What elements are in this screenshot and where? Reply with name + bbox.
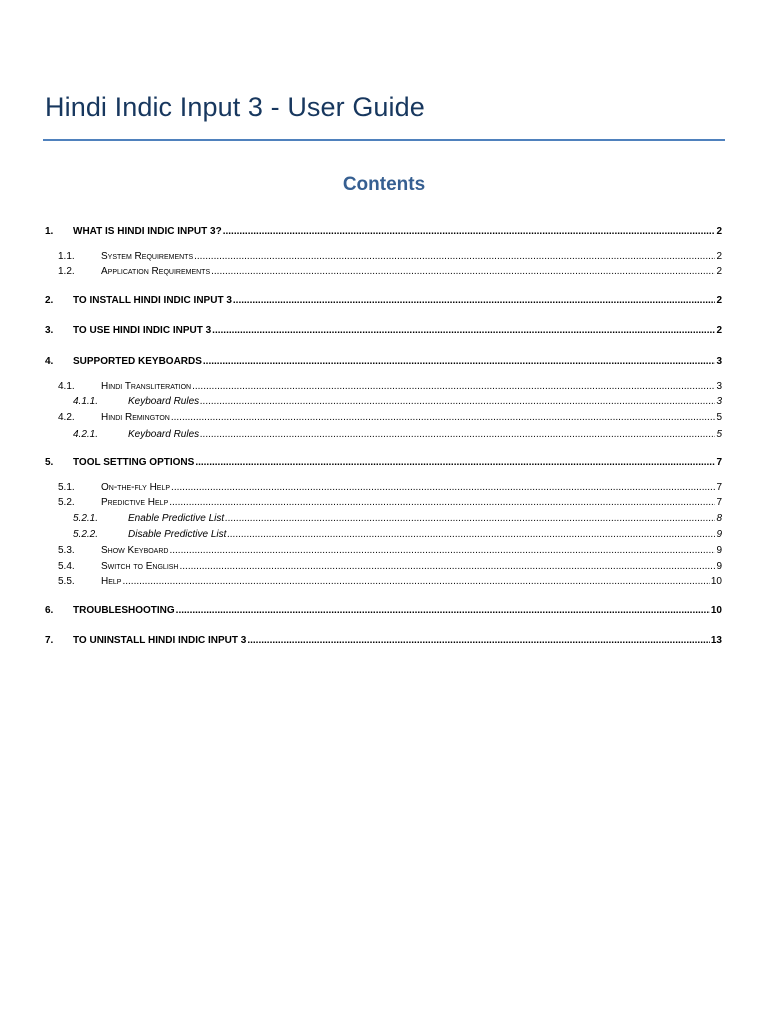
toc-entry-6[interactable]: [45, 602, 722, 616]
toc-page-number: 3: [716, 356, 722, 367]
toc-entry-number: 5.2.2.: [73, 529, 99, 540]
toc-page-number: 2: [716, 295, 722, 306]
toc-dot-leader: [200, 396, 715, 407]
toc-dot-leader: [194, 251, 715, 262]
toc-entry-5[interactable]: [45, 454, 722, 468]
toc-entry-5-2-1[interactable]: [73, 510, 722, 524]
toc-dot-leader: [227, 529, 715, 540]
toc-entry-number: 6.: [45, 605, 54, 616]
toc-dot-leader: [247, 635, 710, 646]
toc-entry-label: Predictive Help: [101, 497, 169, 508]
toc-entry-label: Switch to English: [101, 561, 179, 572]
toc-page-number: 5: [716, 412, 722, 423]
toc-entry-label: Hindi Transliteration: [101, 381, 192, 392]
toc-dot-leader: [233, 295, 716, 306]
toc-entry-label: Enable Predictive List: [128, 513, 225, 524]
toc-entry-1-1[interactable]: [58, 248, 722, 262]
toc-entry-5-2[interactable]: [58, 494, 722, 508]
toc-entry-number: 4.: [45, 356, 54, 367]
toc-entry-1-2[interactable]: [58, 263, 722, 277]
toc-entry-label: Help: [101, 576, 122, 587]
toc-dot-leader: [223, 226, 716, 237]
toc-entry-7[interactable]: [45, 632, 722, 646]
toc-dot-leader: [212, 325, 715, 336]
toc-dot-leader: [171, 412, 716, 423]
toc-entry-5-1[interactable]: [58, 479, 722, 493]
toc-entry-label: On-the-fly Help: [101, 482, 171, 493]
toc-entry-label: TO USE HINDI INDIC INPUT 3: [73, 325, 212, 336]
toc-entry-4-2[interactable]: [58, 409, 722, 423]
toc-entry-label: System Requirements: [101, 251, 194, 262]
toc-entry-number: 5.2.1.: [73, 513, 99, 524]
toc-entry-4-2-1[interactable]: [73, 426, 722, 440]
toc-entry-label: TO INSTALL HINDI INDIC INPUT 3: [73, 295, 232, 306]
toc-entry-label: SUPPORTED KEYBOARDS: [73, 356, 202, 367]
toc-page-number: 7: [716, 457, 722, 468]
toc-entry-number: 2.: [45, 295, 54, 306]
toc-entry-5-3[interactable]: [58, 542, 722, 556]
toc-dot-leader: [176, 605, 710, 616]
toc-page-number: 10: [710, 605, 722, 616]
toc-entry-number: 7.: [45, 635, 54, 646]
toc-entry-number: 3.: [45, 325, 54, 336]
toc-entry-2[interactable]: [45, 292, 722, 306]
toc-entry-label: TOOL SETTING OPTIONS: [73, 457, 195, 468]
toc-entry-number: 4.2.1.: [73, 429, 99, 440]
toc-entry-number: 5.4.: [58, 561, 75, 572]
toc-dot-leader: [180, 561, 716, 572]
toc-page-number: 3: [716, 381, 722, 392]
toc-entry-5-5[interactable]: [58, 573, 722, 587]
toc-dot-leader: [192, 381, 715, 392]
toc-page-number: 2: [716, 251, 722, 262]
toc-entry-number: 5.5.: [58, 576, 75, 587]
toc-entry-number: 5.: [45, 457, 54, 468]
toc-entry-number: 1.1.: [58, 251, 75, 262]
toc-dot-leader: [169, 497, 715, 508]
toc-dot-leader: [225, 513, 715, 524]
toc-page-number: 2: [716, 266, 722, 277]
toc-page-number: 10: [710, 576, 722, 587]
toc-entry-number: 5.3.: [58, 545, 75, 556]
toc-entry-label: Keyboard Rules: [128, 429, 200, 440]
toc-dot-leader: [203, 356, 716, 367]
toc-entry-4[interactable]: [45, 353, 722, 367]
toc-page-number: 13: [710, 635, 722, 646]
toc-entry-label: TROUBLESHOOTING: [73, 605, 175, 616]
toc-page-number: 2: [716, 226, 722, 237]
toc-entry-number: 4.1.1.: [73, 396, 99, 407]
toc-entry-label: Show Keyboard: [101, 545, 169, 556]
toc-entry-number: 5.2.: [58, 497, 75, 508]
toc-page-number: 7: [716, 482, 722, 493]
toc-page-number: 9: [716, 561, 722, 572]
toc-page-number: 5: [716, 429, 722, 440]
toc-entry-number: 4.1.: [58, 381, 75, 392]
toc-dot-leader: [122, 576, 709, 587]
toc-entry-label: Keyboard Rules: [128, 396, 200, 407]
toc-dot-leader: [171, 482, 715, 493]
toc-entry-5-2-2[interactable]: [73, 526, 722, 540]
toc-entry-4-1[interactable]: [58, 378, 722, 392]
toc-entry-4-1-1[interactable]: [73, 393, 722, 407]
toc-entry-label: Application Requirements: [101, 266, 211, 277]
toc-entry-number: 1.: [45, 226, 54, 237]
toc-dot-leader: [200, 429, 715, 440]
toc-page-number: 7: [716, 497, 722, 508]
toc-page-number: 2: [716, 325, 722, 336]
toc-entry-1[interactable]: [45, 223, 722, 237]
toc-entry-label: Hindi Remington: [101, 412, 170, 423]
toc-entry-number: 5.1.: [58, 482, 75, 493]
toc-page-number: 9: [716, 529, 722, 540]
page-title: Hindi Indic Input 3 - User Guide: [45, 92, 425, 122]
toc-dot-leader: [169, 545, 715, 556]
toc-entry-3[interactable]: [45, 322, 722, 336]
toc-page-number: 8: [716, 513, 722, 524]
toc-dot-leader: [195, 457, 715, 468]
toc-entry-number: 4.2.: [58, 412, 75, 423]
toc-entry-number: 1.2.: [58, 266, 75, 277]
toc-entry-label: TO UNINSTALL HINDI INDIC INPUT 3: [73, 635, 247, 646]
toc-dot-leader: [211, 266, 715, 277]
toc-entry-label: Disable Predictive List: [128, 529, 227, 540]
toc-entry-label: WHAT IS HINDI INDIC INPUT 3?: [73, 226, 222, 237]
contents-heading: Contents: [342, 174, 426, 195]
toc-page-number: 9: [716, 545, 722, 556]
toc-page-number: 3: [716, 396, 722, 407]
toc-entry-5-4[interactable]: [58, 558, 722, 572]
